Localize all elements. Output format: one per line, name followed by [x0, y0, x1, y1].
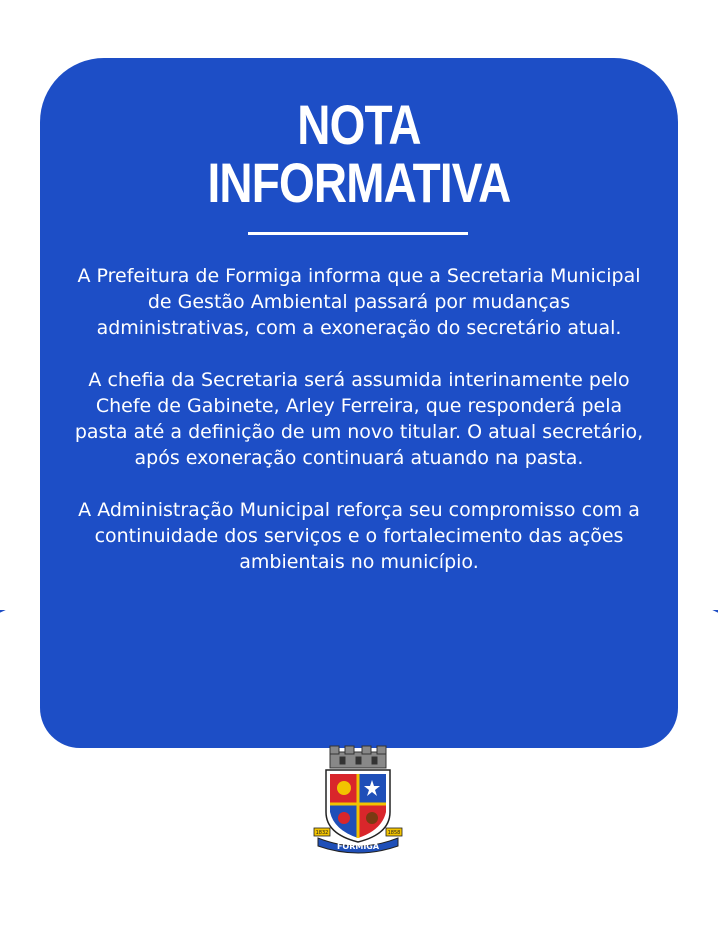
- title-divider: [248, 232, 468, 235]
- title-line-2: INFORMATIVA: [207, 151, 511, 214]
- title-line-1: NOTA: [297, 93, 421, 156]
- formiga-coat-of-arms-icon: [312, 742, 404, 854]
- crest-year-left: 1832: [315, 830, 329, 836]
- crest-year-right: 1858: [387, 830, 401, 836]
- notice-body: [70, 263, 648, 601]
- paragraph-2: A chefia da Secretaria será assumida interinamente pelo Chefe de Gabinete, Arley Ferreira, que responderá pela pasta até a definição de um novo titular. O atual secretário, após exoneração continuará atuando na pasta.: [74, 369, 644, 469]
- notice-title: [65, 93, 654, 214]
- paragraph-3: A Administração Municipal reforça seu compromisso com a continuidade dos serviços e o fortalecimento das ações ambientais no município.: [78, 499, 640, 573]
- crown: [330, 746, 386, 768]
- paragraph-1: A Prefeitura de Formiga informa que a Secretaria Municipal de Gestão Ambiental passará por mudanças administrativas, com a exoneração do secretário atual.: [77, 265, 641, 339]
- crest-banner-text: FORMIGA: [336, 842, 380, 851]
